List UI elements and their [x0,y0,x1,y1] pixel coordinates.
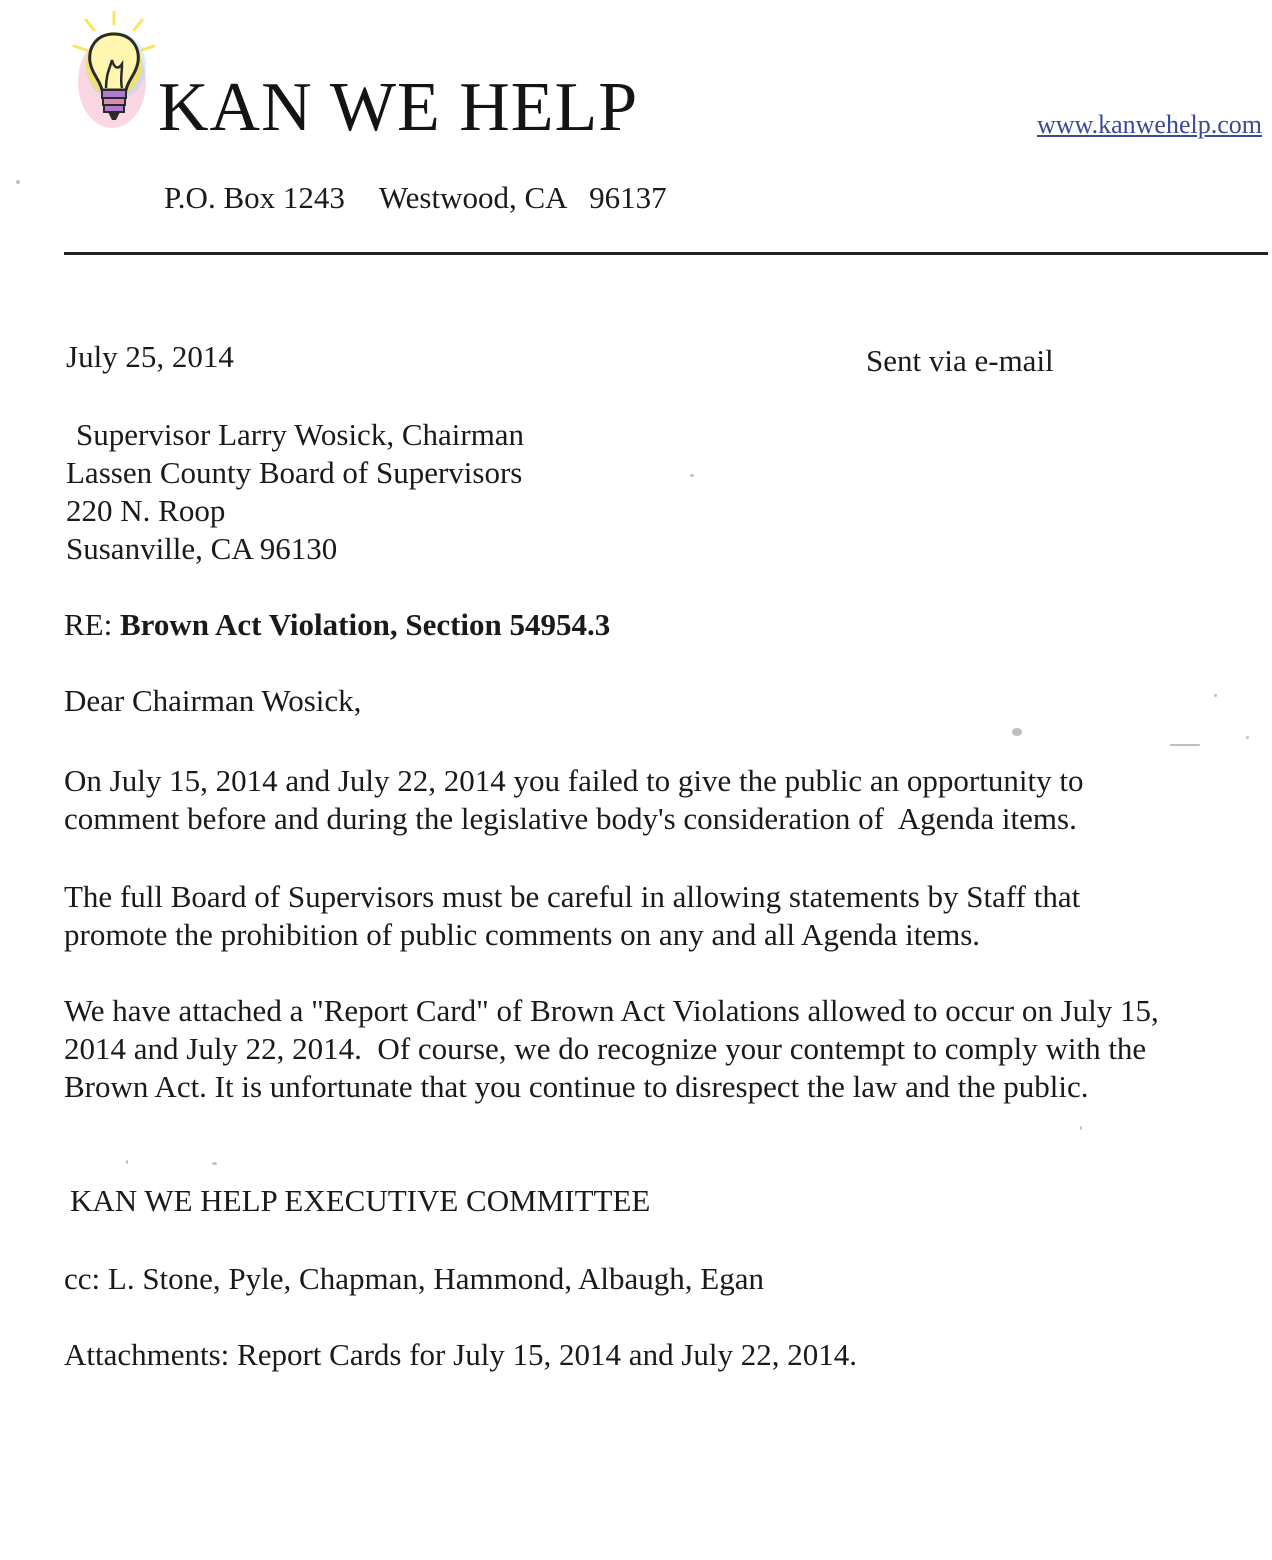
paragraph-line: We have attached a "Report Card" of Brown Act Violations allowed to occur on July 15, [64,993,1159,1028]
recipient-line: Supervisor Larry Wosick, Chairman [76,417,525,452]
scan-speck [16,180,20,184]
recipient-address [66,416,524,568]
paragraph-line: Brown Act. It is unfortunate that you continue to disrespect the law and the public. [64,1069,1089,1104]
recipient-line: Susanville, CA 96130 [66,531,338,566]
website-link[interactable]: www.kanwehelp.com [1036,110,1262,139]
scan-speck [1012,728,1022,736]
subject-line [64,606,610,644]
paragraph-line: comment before and during the legislative body's consideration of Agenda items. [64,801,1077,836]
lightbulb-icon [66,8,162,136]
subject-text: Brown Act Violation, Section 54954.3 [119,607,611,642]
paragraph-line: The full Board of Supervisors must be careful in allowing statements by Staff that [64,879,1081,914]
recipient-line: 220 N. Roop [66,493,226,528]
body-paragraph [64,992,1159,1106]
subject-label: RE: [64,607,120,642]
paragraph-line: promote the prohibition of public comments on any and all Agenda items. [64,917,981,952]
signature-committee: KAN WE HELP EXECUTIVE COMMITTEE [70,1183,651,1218]
delivery-method: Sent via e-mail [866,343,1054,378]
scan-speck [126,1160,128,1164]
org-address [164,178,667,218]
paragraph-line: On July 15, 2014 and July 22, 2014 you failed to give the public an opportunity to [64,763,1084,798]
scan-speck [212,1162,217,1165]
cc-line: cc: L. Stone, Pyle, Chapman, Hammond, Albaugh, Egan [64,1261,764,1296]
salutation: Dear Chairman Wosick, [64,683,362,718]
body-paragraph [64,762,1083,838]
recipient-line: Lassen County Board of Supervisors [66,455,523,490]
city-state-zip: Westwood, CA 96137 [378,180,667,215]
paragraph-line: 2014 and July 22, 2014. Of course, we do recognize your contempt to comply with the [64,1031,1147,1066]
scan-speck [1246,736,1249,739]
scan-speck [690,474,694,477]
attachments-line: Attachments: Report Cards for July 15, 2014 and July 22, 2014. [64,1337,857,1372]
letter-date: July 25, 2014 [66,339,234,374]
org-name: KAN WE HELP [158,69,639,146]
po-box: P.O. Box 1243 [164,180,345,215]
body-paragraph [64,878,1080,954]
scan-speck [1170,744,1200,746]
scan-speck [1080,1126,1082,1130]
letterhead-divider [64,252,1268,255]
scan-speck [1214,694,1217,697]
